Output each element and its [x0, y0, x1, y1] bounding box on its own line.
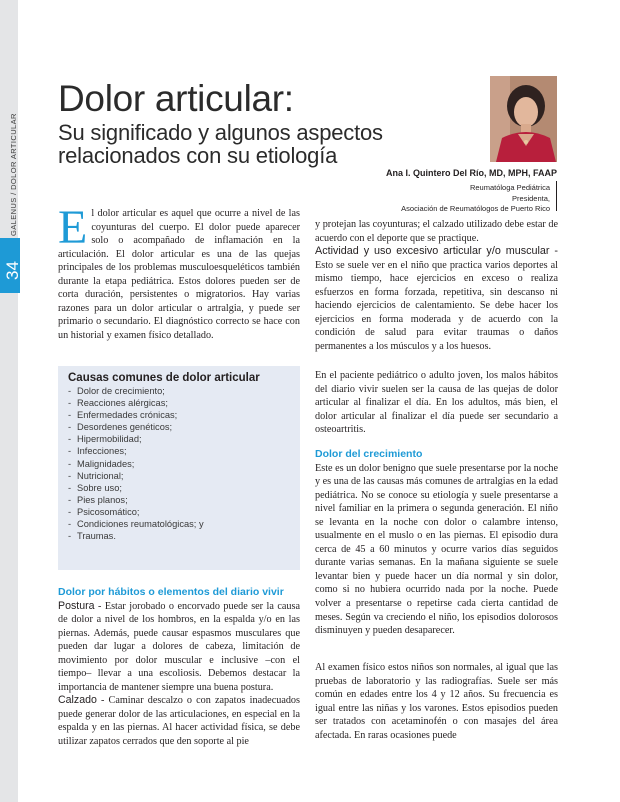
- list-item: - Psicosomático;: [68, 506, 290, 518]
- list-item: - Infecciones;: [68, 445, 290, 457]
- running-head: GALENUS / DOLOR ARTICULAR: [9, 113, 18, 236]
- list-item: - Malignidades;: [68, 458, 290, 470]
- author-name: Ana I. Quintero Del Río, MD, MPH, FAAP: [385, 168, 557, 178]
- adult-paragraph: En el paciente pediátrico o adulto joven, los malos hábitos del diario vivir suelen ser la causa de las quejas de dolor articular al finalizar el día. En los adultos, más bien, el dolor articular al finalizar el día puede ser secundario a osteoartritis.: [315, 370, 558, 436]
- posture-paragraph: [58, 600, 300, 695]
- list-item: - Pies planos;: [68, 494, 290, 506]
- activity-text: Esto se suele ver en el niño que practica varios deportes al mismo tiempo, hace ejercicios en exceso o realiza esfuerzos en forma forzada, repetitiva, sin descanso ni haciendo ejercicios de calentamiento. Se debe hacer los ejercicios en forma moderada y de acuerdo con la condición de salud para evitar traumas o daños permanentes a los músculos y a los huesos.: [315, 259, 558, 352]
- posture-text: - Estar jorobado o encorvado puede ser la causa de dolor a nivel de los hombros, en la espalda y/o en las piernas. Además, puede causar espasmos musculares que pueden dar lugar a dolores de cabeza, limitación de movimiento por dolor muscular e inclusive –con el tiempo– llevar a una escoliosis. Debemos destacar la importancia de mantener siempre una buena postura.: [58, 600, 300, 693]
- article-subtitle: Su significado y algunos aspectos relacionados con su etiología: [58, 120, 383, 168]
- list-item: - Traumas.: [68, 530, 290, 542]
- article-title: Dolor articular:: [58, 78, 294, 119]
- list-item: - Nutricional;: [68, 470, 290, 482]
- author-role-line: Asociación de Reumatólogos de Puerto Rico: [401, 204, 550, 213]
- habits-heading: Dolor por hábitos o elementos del diario vivir: [58, 586, 284, 598]
- growth-heading: Dolor del crecimiento: [315, 448, 423, 460]
- growth-section: [315, 448, 558, 638]
- list-item: - Hipermobilidad;: [68, 433, 290, 445]
- causes-title: Causas comunes de dolor articular: [68, 372, 260, 384]
- footwear-label: Calzado: [58, 694, 97, 707]
- exam-paragraph: Al examen físico estos niños son normales, al igual que las pruebas de laboratorio y las radiografías. Suele ser más común en edades entre los 4 y 12 años. Su frecuencia es igual entre las niñas y los varones. Estos episodios pueden ser tratados con acetaminofén o con masajes del área afectada. En raras ocasiones puede: [315, 662, 558, 741]
- footwear-paragraph: [58, 694, 300, 748]
- continuation-paragraph: y protejan las coyunturas; el calzado utilizado debe estar de acuerdo con el deporte que se practique.: [315, 219, 558, 244]
- drop-cap: E: [58, 201, 88, 254]
- intro-paragraph: [58, 201, 300, 342]
- list-item: - Desordenes genéticos;: [68, 421, 290, 433]
- page-number: 34: [3, 261, 22, 280]
- activity-section: [315, 218, 558, 353]
- author-role-line: Reumatóloga Pediátrica: [469, 183, 550, 192]
- causes-box: [58, 366, 300, 570]
- author-roles: [360, 183, 550, 215]
- list-item: - Enfermedades crónicas;: [68, 409, 290, 421]
- growth-text: Este es un dolor benigno que suele presentarse por la noche y es una de las causas más comunes de artralgias en la edad pediátrica. No se conoce su etiología y suele presentarse a nivel familiar en la primera o segunda generación. El niño se levanta en la noche con dolor o calambre intenso, usualmente en el muslo o en las piernas. El episodio dura cerca de 45 a 60 minutos y ocurre varios días seguidos durante varias semanas. En la mañana siguiente se suele levantar bien y puede hacer un día normal y sin dolor, como si no hubiera ocurrido nada por la noche. Puede volver a presentarse o repetirse cada cierta cantidad de meses. Según va creciendo el niño, los episodios dolorosos disminuyen y pueden desaparecer.: [315, 462, 558, 637]
- author-rule: [556, 181, 557, 211]
- habits-section: [58, 586, 300, 749]
- activity-paragraph: [315, 245, 558, 353]
- list-item: - Reacciones alérgicas;: [68, 397, 290, 409]
- intro-text: l dolor articular es aquel que ocurre a nivel de las coyunturas del cuerpo. El dolor puede aparecer solo o acompañado de inflamación en la articulación. El dolor articular es una de las quejas principales de los problemas musculoesqueléticos también durante la etapa pediátrica. Estos dolores pueden ser de corta duración, persistentes o migratorios. Hay varias razones para un dolor articular o artralgia, y puede ser primario o secundario. El diagnóstico correcto se hace con un historial y examen físico detallado.: [58, 208, 300, 341]
- list-item: - Dolor de crecimiento;: [68, 385, 290, 397]
- author-photo: [490, 76, 557, 162]
- footwear-text: - Caminar descalzo o con zapatos inadecuados puede generar dolor de las articulaciones, en especial en la espalda y en las piernas. Al hacer actividad física, se debe utilizar zapatos cerrados que den soporte al pie: [58, 695, 300, 748]
- posture-label: Postura: [58, 599, 95, 612]
- list-item: - Condiciones reumatológicas; y: [68, 518, 290, 530]
- list-item: - Sobre uso;: [68, 482, 290, 494]
- causes-list: [68, 385, 290, 542]
- author-role-line: Presidenta,: [512, 193, 550, 203]
- activity-heading: Actividad y uso excesivo articular y/o muscular -: [315, 245, 558, 258]
